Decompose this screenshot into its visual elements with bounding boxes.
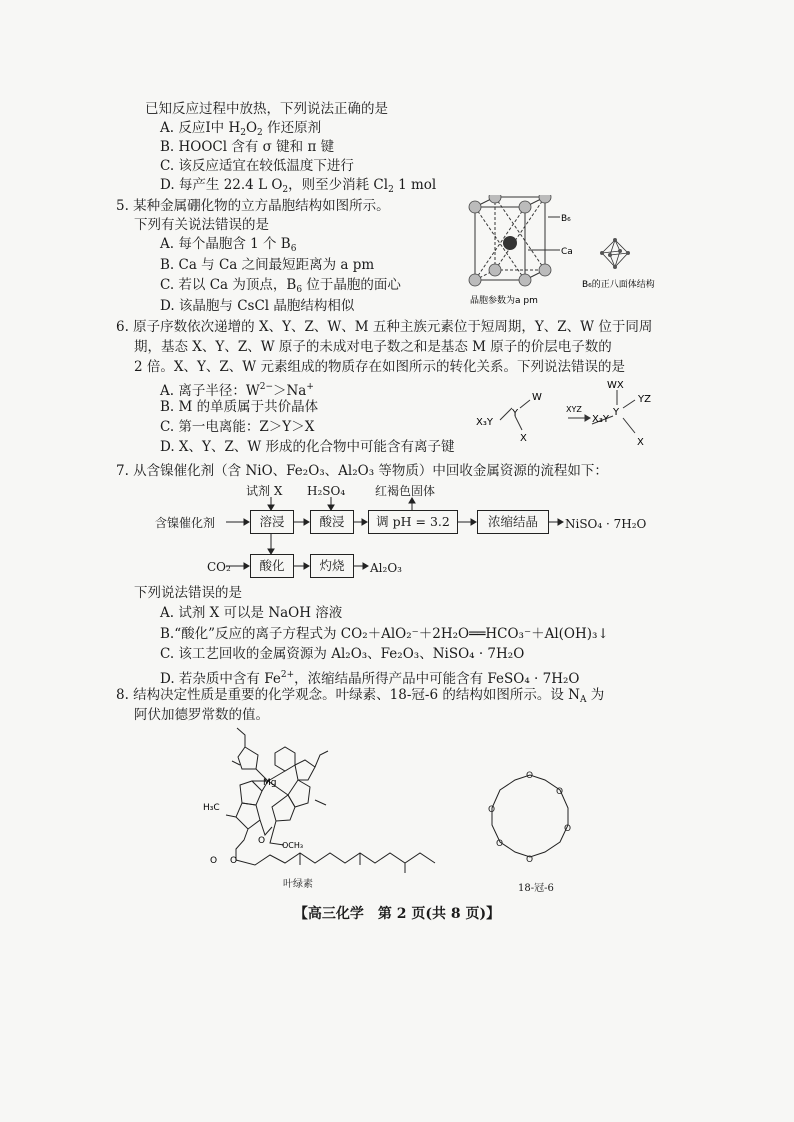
q5-option-a: A. 每个晶胞含 1 个 $B_6$: [160, 236, 297, 254]
flow-reagent-x: 试剂 X: [246, 484, 283, 498]
flow-h2so4: H₂SO₄: [307, 484, 346, 498]
flow-start: 含镍催化剂: [155, 516, 216, 530]
svg-text:O: O: [258, 836, 266, 846]
svg-text:O: O: [526, 855, 534, 865]
q4-option-b: B. HOOCl 含有 σ 键和 π 键: [160, 139, 335, 155]
svg-text:YZ: YZ: [638, 394, 651, 405]
svg-text:WX: WX: [607, 380, 624, 391]
flow-acidify-box: 酸化: [250, 554, 294, 578]
flow-red-solid: 红褐色固体: [375, 484, 436, 498]
svg-text:Mg: Mg: [263, 778, 277, 788]
flow-co2: CO₂: [207, 560, 231, 574]
q8-line-1: 8. 结构决定性质是重要的化学观念。叶绿素、18-冠-6 的结构如图所示。设 $N_A$ 为: [116, 687, 605, 705]
chlorophyll-caption: 叶绿素: [283, 879, 313, 890]
q7-option-a: A. 试剂 X 可以是 NaOH 溶液: [160, 605, 343, 621]
q6-option-a: A. 离子半径：$W^{2-}>Na^+$: [160, 382, 314, 399]
flow-calcine-box: 灼烧: [310, 554, 354, 578]
q6-option-b: B. M 的单质属于共价晶体: [160, 399, 319, 415]
svg-text:XYZ: XYZ: [566, 405, 582, 414]
q6-line-1: 6. 原子序数依次递增的 X、Y、Z、W、M 五种主族元素位于短周期，Y、Z、W 位于同周: [116, 319, 653, 335]
svg-text:O: O: [488, 805, 496, 815]
crown-caption: 18-冠-6: [518, 883, 554, 894]
q4-option-d: D. 每产生 22.4 L $O_2$，则至少消耗 $Cl_2$ 1 mol: [160, 177, 437, 195]
svg-text:W: W: [532, 392, 542, 403]
crown-ether-structure: [480, 770, 590, 870]
svg-text:O: O: [526, 771, 534, 781]
svg-text:H₃C: H₃C: [203, 803, 220, 813]
svg-text:O: O: [496, 839, 504, 849]
flow-al2o3: Al₂O₃: [370, 561, 402, 575]
q7-sub-stem: 下列说法错误的是: [134, 585, 242, 601]
svg-text:X: X: [520, 433, 527, 444]
q7-option-b: B.“酸化”反应的离子方程式为 CO₂＋AlO₂⁻＋2H₂O══HCO₃⁻＋Al(OH)₃↓: [160, 626, 609, 642]
q6-line-3: 2 倍。X、Y、Z、W 元素组成的物质存在如图所示的转化关系。下列说法错误的是: [134, 359, 625, 375]
svg-text:O: O: [230, 856, 238, 866]
q7-stem: 7. 从含镍催化剂（含 NiO、Fe₂O₃、Al₂O₃ 等物质）中回收金属资源的流程如下：: [116, 463, 608, 479]
svg-text:OCH₃: OCH₃: [282, 841, 304, 850]
q5-option-c: C. 若以 Ca 为顶点，$B_6$ 位于晶胞的面心: [160, 277, 401, 295]
flow-crystallize-box: 浓缩结晶: [477, 510, 549, 534]
flow-dissolve-box: 溶浸: [250, 510, 294, 534]
svg-text:X: X: [637, 437, 644, 448]
q5-option-d: D. 该晶胞与 CsCl 晶胞结构相似: [160, 298, 355, 314]
q4-stem: 已知反应过程中放热，下列说法正确的是: [145, 101, 388, 117]
q8-line-2: 阿伏加德罗常数的值。: [134, 707, 269, 723]
q5-option-b: B. Ca 与 Ca 之间最短距离为 a pm: [160, 257, 375, 273]
flow-acid-leach-box: 酸浸: [310, 510, 354, 534]
svg-text:X₃Y: X₃Y: [592, 414, 609, 425]
q7-option-c: C. 该工艺回收的金属资源为 Al₂O₃、Fe₂O₃、NiSO₄ · 7H₂O: [160, 646, 525, 662]
svg-text:Y: Y: [512, 408, 519, 419]
svg-text:O: O: [556, 787, 564, 797]
q6-option-c: C. 第一电离能：Z＞Y＞X: [160, 419, 315, 435]
ca-label: Ca: [561, 247, 573, 257]
octa-caption: B₆的正八面体结构: [582, 280, 655, 290]
q5-sub-stem: 下列有关说法错误的是: [134, 217, 269, 233]
flow-adjust-ph-box: 调 pH = 3.2: [368, 510, 458, 534]
b6-label: B₆: [561, 214, 571, 224]
q6-line-2: 期，基态 X、Y、Z、W 原子的未成对电子数之和是基态 M 原子的价层电子数的: [134, 339, 612, 355]
q7-option-d: D. 若杂质中含有 $Fe^{2+}$，浓缩结晶所得产品中可能含有 FeSO₄ · 7H₂O: [160, 670, 580, 687]
page-footer: 【高三化学 第 2 页(共 8 页)】: [293, 906, 501, 922]
q6-option-d: D. X、Y、Z、W 形成的化合物中可能含有离子键: [160, 439, 455, 455]
q5-stem: 5. 某种金属硼化物的立方晶胞结构如图所示。: [116, 198, 390, 214]
q4-option-a: A. 反应Ⅰ中 $H_2O_2$ 作还原剂: [160, 120, 322, 138]
svg-text:Y: Y: [613, 407, 620, 418]
svg-text:O: O: [564, 824, 572, 834]
chlorophyll-structure: [200, 725, 460, 875]
cell-caption: 晶胞参数为a pm: [470, 296, 538, 306]
q4-option-c: C. 该反应适宜在较低温度下进行: [160, 158, 354, 174]
svg-text:X₃Y: X₃Y: [476, 417, 493, 428]
flow-product: NiSO₄ · 7H₂O: [565, 517, 647, 531]
svg-text:O: O: [210, 856, 218, 866]
